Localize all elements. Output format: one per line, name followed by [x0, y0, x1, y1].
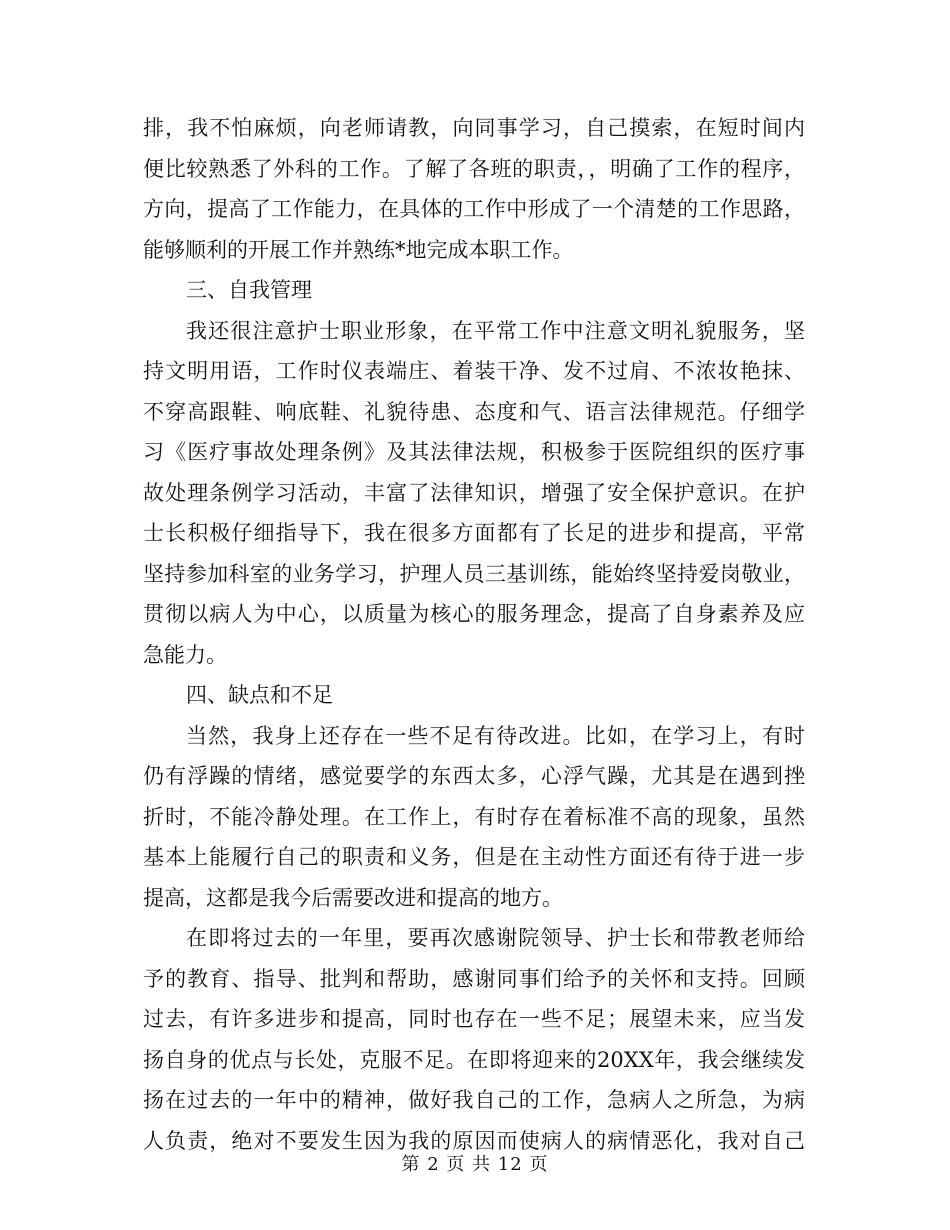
- text-line: 提高，这都是我今后需要改进和提高的地方。: [143, 885, 563, 910]
- text-line: 在即将过去的一年里，要再次感谢院领导、护士长和带教老师给: [186, 926, 805, 950]
- text-line: 排，我不怕麻烦，向老师请教，向同事学习，自己摸索，在短时间内: [143, 116, 805, 140]
- text-line: 折时，不能冷静处理。在工作上，有时存在着标准不高的现象，虽然: [143, 804, 805, 829]
- page-number-footer: 第 2 页 共 12 页: [401, 1154, 549, 1175]
- text-line: 急能力。: [143, 642, 227, 667]
- text-line: 持文明用语，工作时仪表端庄、着装干净、发不过肩、不浓妆艳抹、: [143, 359, 805, 383]
- text-line: 基本上能履行自己的职责和义务，但是在主动性方面还有待于进一步: [143, 845, 805, 869]
- text-line: 扬在过去的一年中的精神，做好我自己的工作，急病人之所急，为病: [143, 1088, 805, 1112]
- text-line: 方向，提高了工作能力，在具体的工作中形成了一个清楚的工作思路，: [143, 197, 805, 221]
- text-line: 士长积极仔细指导下，我在很多方面都有了长足的进步和提高，平常: [143, 521, 805, 545]
- text-line: 贯彻以病人为中心，以质量为核心的服务理念，提高了自身素养及应: [143, 602, 805, 626]
- document-body: [143, 108, 805, 1161]
- text-line: 当然，我身上还存在一些不足有待改进。比如，在学习上，有时: [186, 723, 805, 748]
- text-line: 能够顺利的开展工作并熟练*地完成本职工作。: [143, 237, 574, 262]
- text-line: 仍有浮躁的情绪，感觉要学的东西太多，心浮气躁，尤其是在遇到挫: [143, 764, 805, 788]
- text-line: 故处理条例学习活动，丰富了法律知识，增强了安全保护意识。在护: [143, 480, 805, 505]
- text-line: 予的教育、指导、批判和帮助，感谢同事们给予的关怀和支持。回顾: [143, 966, 805, 991]
- text-line: 人负责，绝对不要发生因为我的原因而使病人的病情恶化，我对自己: [143, 1128, 805, 1153]
- text-line: 扬自身的优点与长处，克服不足。在即将迎来的20XX年，我会继续发: [143, 1047, 805, 1072]
- text-line: 过去，有许多进步和提高，同时也存在一些不足；展望未来，应当发: [143, 1007, 805, 1031]
- text-line: 习《医疗事故处理条例》及其法律法规，积极参于医院组织的医疗事: [143, 440, 805, 464]
- text-line: 我还很注意护士职业形象，在平常工作中注意文明礼貌服务，坚: [186, 318, 805, 343]
- section-heading: 三、自我管理: [186, 278, 312, 302]
- text-line: 坚持参加科室的业务学习，护理人员三基训练，能始终坚持爱岗敬业，: [143, 561, 805, 586]
- text-line: 不穿高跟鞋、响底鞋、礼貌待患、态度和气、语言法律规范。仔细学: [143, 399, 805, 424]
- section-heading: 四、缺点和不足: [186, 683, 333, 707]
- text-line: 便比较熟悉了外科的工作。了解了各班的职责，，明确了工作的程序，: [143, 156, 805, 181]
